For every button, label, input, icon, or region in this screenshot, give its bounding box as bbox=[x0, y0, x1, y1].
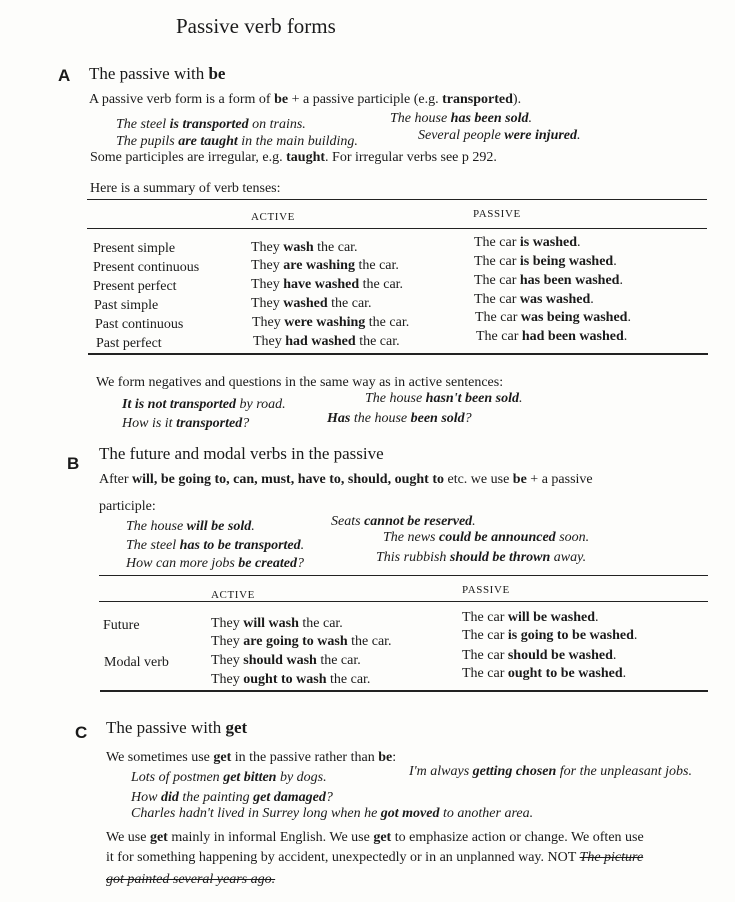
section-c-paragraph: We use get mainly in informal English. We use get to emphasize action or change. We often use bbox=[106, 830, 644, 845]
section-c-intro: We sometimes use get in the passive rather than be: bbox=[106, 750, 397, 765]
example-sentence: Seats cannot be reserved. bbox=[331, 514, 476, 529]
example-sentence: The steel has to be transported. bbox=[126, 538, 305, 553]
tense-label: Past simple bbox=[94, 298, 159, 313]
table-rule bbox=[99, 601, 708, 602]
example-sentence: Several people were injured. bbox=[418, 128, 581, 143]
passive-example: The car is going to be washed. bbox=[462, 628, 638, 643]
active-example: They had washed the car. bbox=[253, 334, 400, 349]
example-sentence: How is it transported? bbox=[122, 416, 250, 431]
passive-example: The car is being washed. bbox=[474, 254, 617, 269]
page-title: Passive verb forms bbox=[176, 14, 336, 38]
passive-example: The car was washed. bbox=[474, 292, 594, 307]
section-b-intro-cont: participle: bbox=[99, 499, 156, 514]
active-column-header: ACTIVE bbox=[211, 589, 255, 601]
passive-example: The car will be washed. bbox=[462, 610, 599, 625]
section-a-letter: A bbox=[58, 66, 71, 85]
irregular-note: Some participles are irregular, e.g. taught. For irregular verbs see p 292. bbox=[90, 150, 497, 165]
section-c-paragraph-line3: got painted several years ago. bbox=[106, 872, 276, 887]
active-example: They are washing the car. bbox=[251, 258, 399, 273]
table-rule bbox=[100, 690, 708, 692]
active-example: They washed the car. bbox=[251, 296, 372, 311]
passive-example: The car should be washed. bbox=[462, 648, 617, 663]
active-example: They should wash the car. bbox=[211, 653, 361, 668]
section-c-letter: C bbox=[75, 723, 88, 742]
section-a-intro: A passive verb form is a form of be + a passive participle (e.g. transported). bbox=[89, 92, 522, 107]
example-sentence: The pupils are taught in the main building. bbox=[116, 134, 358, 149]
active-column-header: ACTIVE bbox=[251, 211, 295, 223]
section-c-title: The passive with get bbox=[106, 718, 248, 737]
table-rule bbox=[88, 353, 708, 355]
active-example: They have washed the car. bbox=[251, 277, 404, 292]
section-c-paragraph-line2: it for something happening by accident, unexpectedly or in an unplanned way. NOT The picture bbox=[106, 850, 644, 865]
example-sentence: This rubbish should be thrown away. bbox=[376, 550, 587, 565]
tense-label: Present continuous bbox=[93, 260, 200, 275]
active-example: They wash the car. bbox=[251, 240, 358, 255]
example-sentence: How did the painting get damaged? bbox=[131, 790, 333, 805]
example-sentence: Charles hadn't lived in Surrey long when he got moved to another area. bbox=[131, 806, 534, 821]
example-sentence: The house hasn't been sold. bbox=[365, 391, 523, 406]
table-rule bbox=[87, 228, 707, 229]
passive-example: The car was being washed. bbox=[475, 310, 631, 325]
row-label: Modal verb bbox=[104, 655, 169, 670]
passive-example: The car is washed. bbox=[474, 235, 581, 250]
tense-label: Present perfect bbox=[93, 279, 177, 294]
passive-column-header: PASSIVE bbox=[473, 208, 521, 220]
example-sentence: I'm always getting chosen for the unpleasant jobs. bbox=[409, 764, 693, 779]
example-sentence: It is not transported by road. bbox=[122, 397, 286, 412]
example-sentence: The steel is transported on trains. bbox=[116, 117, 306, 132]
active-example: They were washing the car. bbox=[252, 315, 410, 330]
passive-example: The car ought to be washed. bbox=[462, 666, 627, 681]
summary-intro: Here is a summary of verb tenses: bbox=[90, 181, 281, 196]
example-sentence: How can more jobs be created? bbox=[126, 556, 304, 571]
example-sentence: The house has been sold. bbox=[390, 111, 532, 126]
section-b-title: The future and modal verbs in the passive bbox=[99, 444, 384, 463]
negatives-intro: We form negatives and questions in the same way as in active sentences: bbox=[96, 375, 504, 390]
row-label: Future bbox=[103, 618, 140, 633]
tense-label: Past perfect bbox=[96, 336, 162, 351]
section-a-title: The passive with be bbox=[89, 64, 226, 83]
passive-example: The car has been washed. bbox=[474, 273, 623, 288]
tense-label: Past continuous bbox=[95, 317, 184, 332]
example-sentence: Has the house been sold? bbox=[327, 411, 472, 426]
active-example: They will wash the car. bbox=[211, 616, 343, 631]
example-sentence: The news could be announced soon. bbox=[383, 530, 590, 545]
section-b-intro: After will, be going to, can, must, have to, should, ought to etc. we use be + a passive bbox=[99, 472, 593, 487]
passive-column-header: PASSIVE bbox=[462, 584, 510, 596]
table-rule bbox=[87, 199, 707, 200]
active-example: They ought to wash the car. bbox=[211, 672, 371, 687]
example-sentence: The house will be sold. bbox=[126, 519, 255, 534]
table-rule bbox=[99, 575, 708, 576]
passive-example: The car had been washed. bbox=[476, 329, 628, 344]
section-b-letter: B bbox=[67, 454, 80, 473]
active-example: They are going to wash the car. bbox=[211, 634, 392, 649]
tense-label: Present simple bbox=[93, 241, 176, 256]
example-sentence: Lots of postmen get bitten by dogs. bbox=[131, 770, 327, 785]
